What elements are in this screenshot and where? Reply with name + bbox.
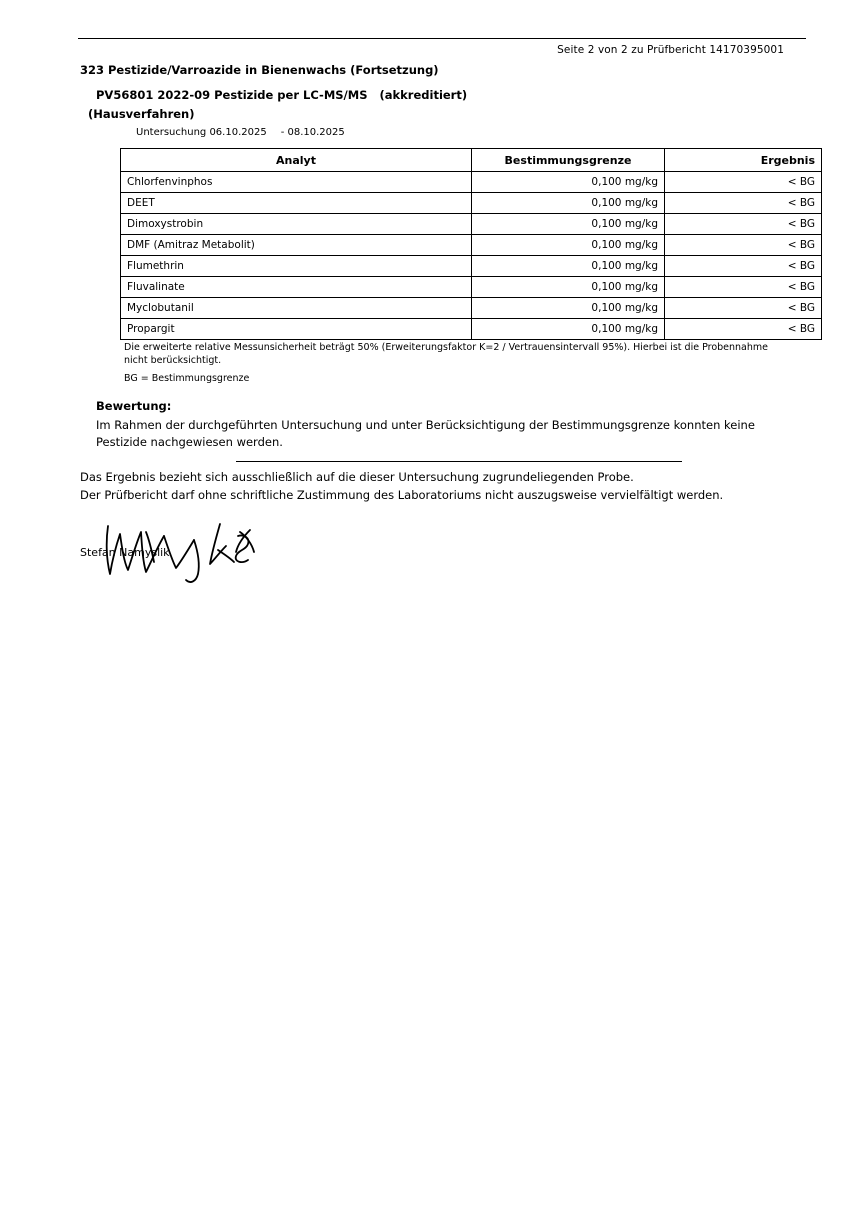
table-row (121, 256, 822, 277)
analysis-date-to: - 08.10.2025 (280, 127, 345, 138)
cell-ergebnis: < BG (665, 319, 822, 340)
cell-bestimmungsgrenze: 0,100 mg/kg (472, 193, 665, 214)
measurement-uncertainty-note: Die erweiterte relative Messunsicherheit beträgt 50% (Erweiterungsfaktor K=2 / Vertrauensintervall 95%). Hierbei ist die Probennahme nicht berücksichtigt. (124, 342, 769, 366)
table-header-bestimmungsgrenze: Bestimmungsgrenze (472, 149, 665, 172)
results-table-container (120, 148, 815, 340)
cell-ergebnis: < BG (665, 277, 822, 298)
cell-analyt: Chlorfenvinphos (121, 172, 472, 193)
cell-bestimmungsgrenze: 0,100 mg/kg (472, 172, 665, 193)
table-header-ergebnis: Ergebnis (665, 149, 822, 172)
table-row (121, 277, 822, 298)
table-row (121, 193, 822, 214)
table-row (121, 172, 822, 193)
table-row (121, 319, 822, 340)
cell-bestimmungsgrenze: 0,100 mg/kg (472, 235, 665, 256)
table-row (121, 235, 822, 256)
cell-ergebnis: < BG (665, 256, 822, 277)
section-title: 323 Pestizide/Varroazide in Bienenwachs (Fortsetzung) (80, 63, 439, 77)
results-table (120, 148, 822, 340)
cell-ergebnis: < BG (665, 172, 822, 193)
evaluation-text: Im Rahmen der durchgeführten Untersuchung und unter Berücksichtigung der Bestimmungsgrenze konnten keine Pestizide nachgewiesen werden. (96, 418, 755, 450)
analysis-date-from: 06.10.2025 (209, 127, 267, 138)
cell-ergebnis: < BG (665, 235, 822, 256)
abbreviation-note: BG = Bestimmungsgrenze (124, 373, 250, 384)
evaluation-title: Bewertung: (96, 399, 172, 413)
table-row (121, 214, 822, 235)
table-row (121, 298, 822, 319)
table-header-row (121, 149, 822, 172)
cell-bestimmungsgrenze: 0,100 mg/kg (472, 277, 665, 298)
footer-line-1: Das Ergebnis bezieht sich ausschließlich auf die dieser Untersuchung zugrundeliegenden Probe. (80, 470, 634, 484)
cell-analyt: DMF (Amitraz Metabolit) (121, 235, 472, 256)
method-title: PV56801 2022-09 Pestizide per LC-MS/MS (96, 88, 368, 102)
cell-analyt: Fluvalinate (121, 277, 472, 298)
footer-line-2: Der Prüfbericht darf ohne schriftliche Zustimmung des Laboratoriums nicht auszugsweise vervielfältigt werden. (80, 488, 724, 503)
cell-ergebnis: < BG (665, 193, 822, 214)
cell-bestimmungsgrenze: 0,100 mg/kg (472, 256, 665, 277)
analysis-period (136, 127, 345, 138)
header-divider (78, 38, 806, 39)
accreditation-label: (akkreditiert) (379, 88, 468, 102)
cell-analyt: Myclobutanil (121, 298, 472, 319)
cell-ergebnis: < BG (665, 298, 822, 319)
analysis-label: Untersuchung (136, 127, 207, 138)
procedure-label: (Hausverfahren) (88, 107, 195, 121)
cell-analyt: DEET (121, 193, 472, 214)
cell-ergebnis: < BG (665, 214, 822, 235)
cell-bestimmungsgrenze: 0,100 mg/kg (472, 298, 665, 319)
method-title-row (96, 88, 467, 102)
table-header-analyt: Analyt (121, 149, 472, 172)
page-reference-note: Seite 2 von 2 zu Prüfbericht 14170395001 (557, 44, 784, 56)
cell-analyt: Dimoxystrobin (121, 214, 472, 235)
footer-disclaimer (80, 468, 790, 505)
signatory-name: Stefan Namyslik (80, 546, 170, 559)
cell-analyt: Propargit (121, 319, 472, 340)
cell-bestimmungsgrenze: 0,100 mg/kg (472, 214, 665, 235)
footer-divider (236, 461, 682, 462)
cell-bestimmungsgrenze: 0,100 mg/kg (472, 319, 665, 340)
cell-analyt: Flumethrin (121, 256, 472, 277)
